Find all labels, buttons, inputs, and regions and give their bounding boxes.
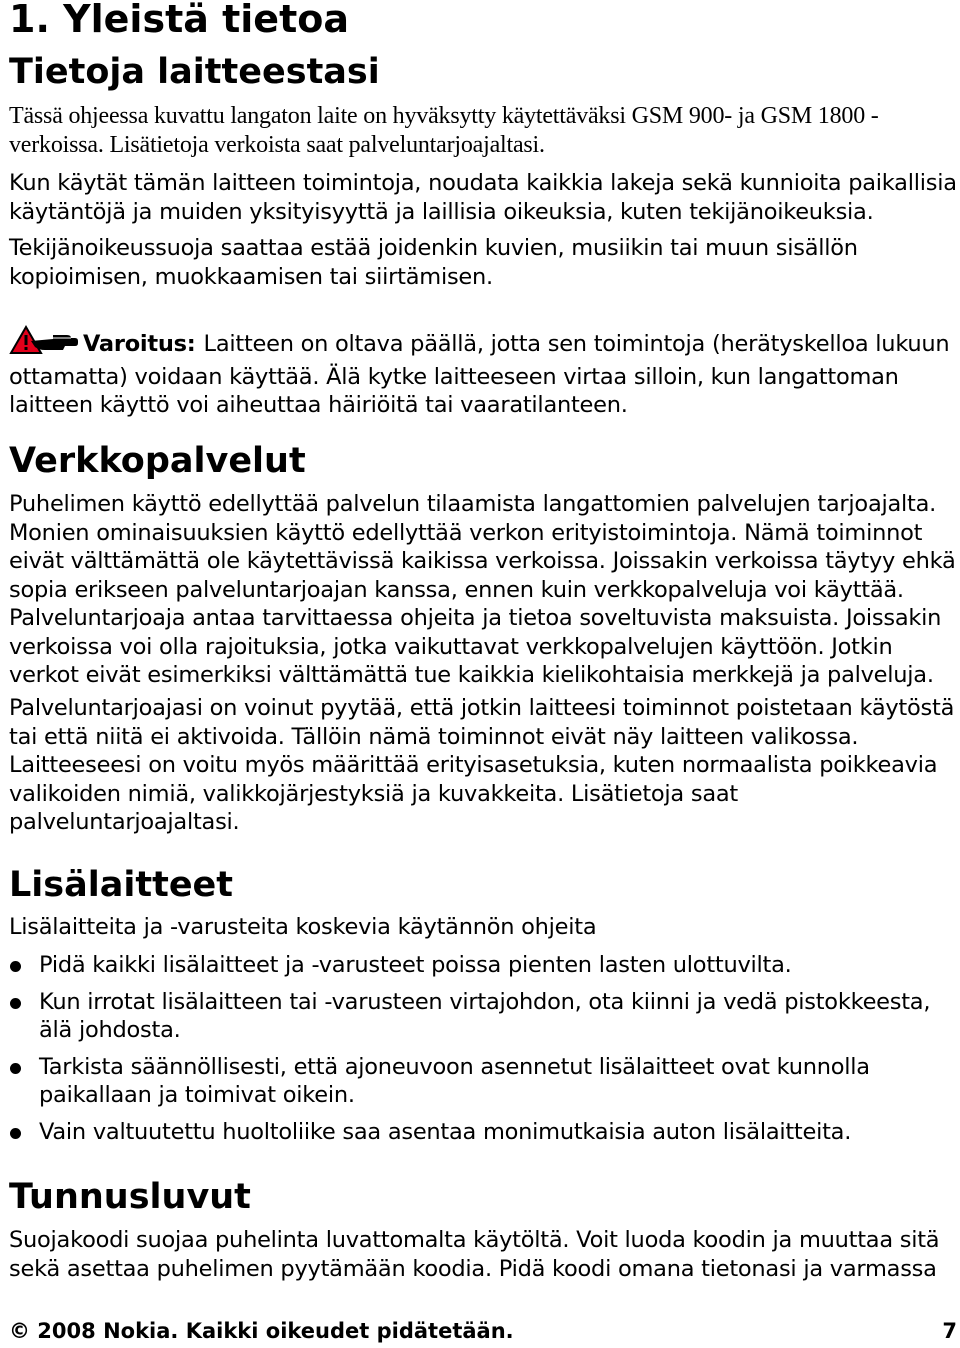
page-footer	[9, 1316, 957, 1346]
page-number: 7	[942, 1319, 957, 1343]
section-heading-codes: Tunnusluvut	[9, 1177, 251, 1217]
section-heading-accessories: Lisälaitteet	[9, 865, 234, 905]
list-item: Pidä kaikki lisälaitteet ja -varusteet poissa pienten lasten ulottuvilta.	[9, 951, 957, 980]
warning-text: Laitteen on oltava päällä, jotta sen toimintoja (herätyskelloa lukuun ottamatta) voidaan käyttää. Älä kytke laitteeseen virtaa silloin, kun langattoman laitteen käyttö voi aiheuttaa häiriöitä tai vaaratilanteen.	[9, 331, 950, 418]
section-heading-device: Tietoja laitteestasi	[9, 52, 380, 92]
paragraph-gsm: Tässä ohjeessa kuvattu langaton laite on hyväksytty käytettäväksi GSM 900- ja GSM 1800 -verkoissa. Lisätietoja verkoista saat palveluntarjoajaltasi.	[9, 103, 879, 158]
paragraph-accessories-intro: Lisälaitteita ja -varusteita koskevia käytännön ohjeita	[9, 914, 597, 940]
paragraph-copyright-protection: Tekijänoikeussuoja saattaa estää joidenkin kuvien, musiikin tai muun sisällön kopioimisen, muokkaamisen tai siirtämisen.	[9, 235, 858, 290]
bullet-icon	[10, 998, 21, 1009]
accessories-list	[9, 951, 957, 1154]
paragraph-laws: Kun käytät tämän laitteen toimintoja, noudata kaikkia lakeja sekä kunnioita paikallisia käytäntöjä ja muiden yksityisyyttä ja laillisia oikeuksia, kuten tekijänoikeuksia.	[9, 170, 957, 225]
bullet-icon	[10, 1128, 21, 1139]
section-heading-network: Verkkopalvelut	[9, 441, 306, 481]
chapter-title: 1. Yleistä tietoa	[9, 0, 349, 41]
warning-paragraph	[9, 325, 957, 420]
bullet-icon	[10, 961, 21, 972]
footer-copyright: © 2008 Nokia. Kaikki oikeudet pidätetään.	[9, 1319, 514, 1343]
bullet-icon	[10, 1063, 21, 1074]
list-item: Kun irrotat lisälaitteen tai -varusteen virtajohdon, ota kiinni ja vedä pistokkeesta, älä johdosta.	[9, 988, 957, 1045]
paragraph-provider-settings: Palveluntarjoajasi on voinut pyytää, että jotkin laitteesi toiminnot poistetaan käytöstä tai että niitä ei aktivoida. Tällöin nämä toiminnot eivät näy laitteen valikossa. Laitteeseesi on voitu myös määrittää erityisasetuksia, kuten normaalista poikkeavia valikoiden nimiä, valikkojärjestyksiä ja kuvakkeita. Lisätietoja saat palveluntarjoajaltasi.	[9, 695, 955, 835]
warning-hand-icon	[9, 325, 79, 363]
paragraph-network-services: Puhelimen käyttö edellyttää palvelun tilaamista langattomien palvelujen tarjoajalta. Monien ominaisuuksien käyttö edellyttää verkon erityistoimintoja. Nämä toiminnot eivät välttämättä ole käytettävissä kaikissa verkoissa. Joissakin verkoissa täytyy ehkä sopia erikseen palveluntarjoajan kanssa, ennen kuin verkkopalveluja voi käyttää. Palveluntarjoaja antaa tarvittaessa ohjeita ja tietoa soveltuvista maksuista. Joissakin verkoissa voi olla rajoituksia, jotka vaikuttavat verkkopalvelujen käyttöön. Jotkin verkot eivät esimerkiksi välttämättä tue kaikkia kielikohtaisia merkkejä ja palveluja.	[9, 491, 956, 688]
warning-label: Varoitus:	[83, 331, 196, 357]
list-item: Tarkista säännöllisesti, että ajoneuvoon asennetut lisälaitteet ovat kunnolla paikallaan ja toimivat oikein.	[9, 1053, 957, 1110]
list-item: Vain valtuutettu huoltoliike saa asentaa monimutkaisia auton lisälaitteita.	[9, 1118, 957, 1147]
paragraph-security-code: Suojakoodi suojaa puhelinta luvattomalta käytöltä. Voit luoda koodin ja muuttaa sitä sekä asettaa puhelimen pyytämään koodia. Pidä koodi omana tietonasi ja varmassa	[9, 1227, 940, 1282]
